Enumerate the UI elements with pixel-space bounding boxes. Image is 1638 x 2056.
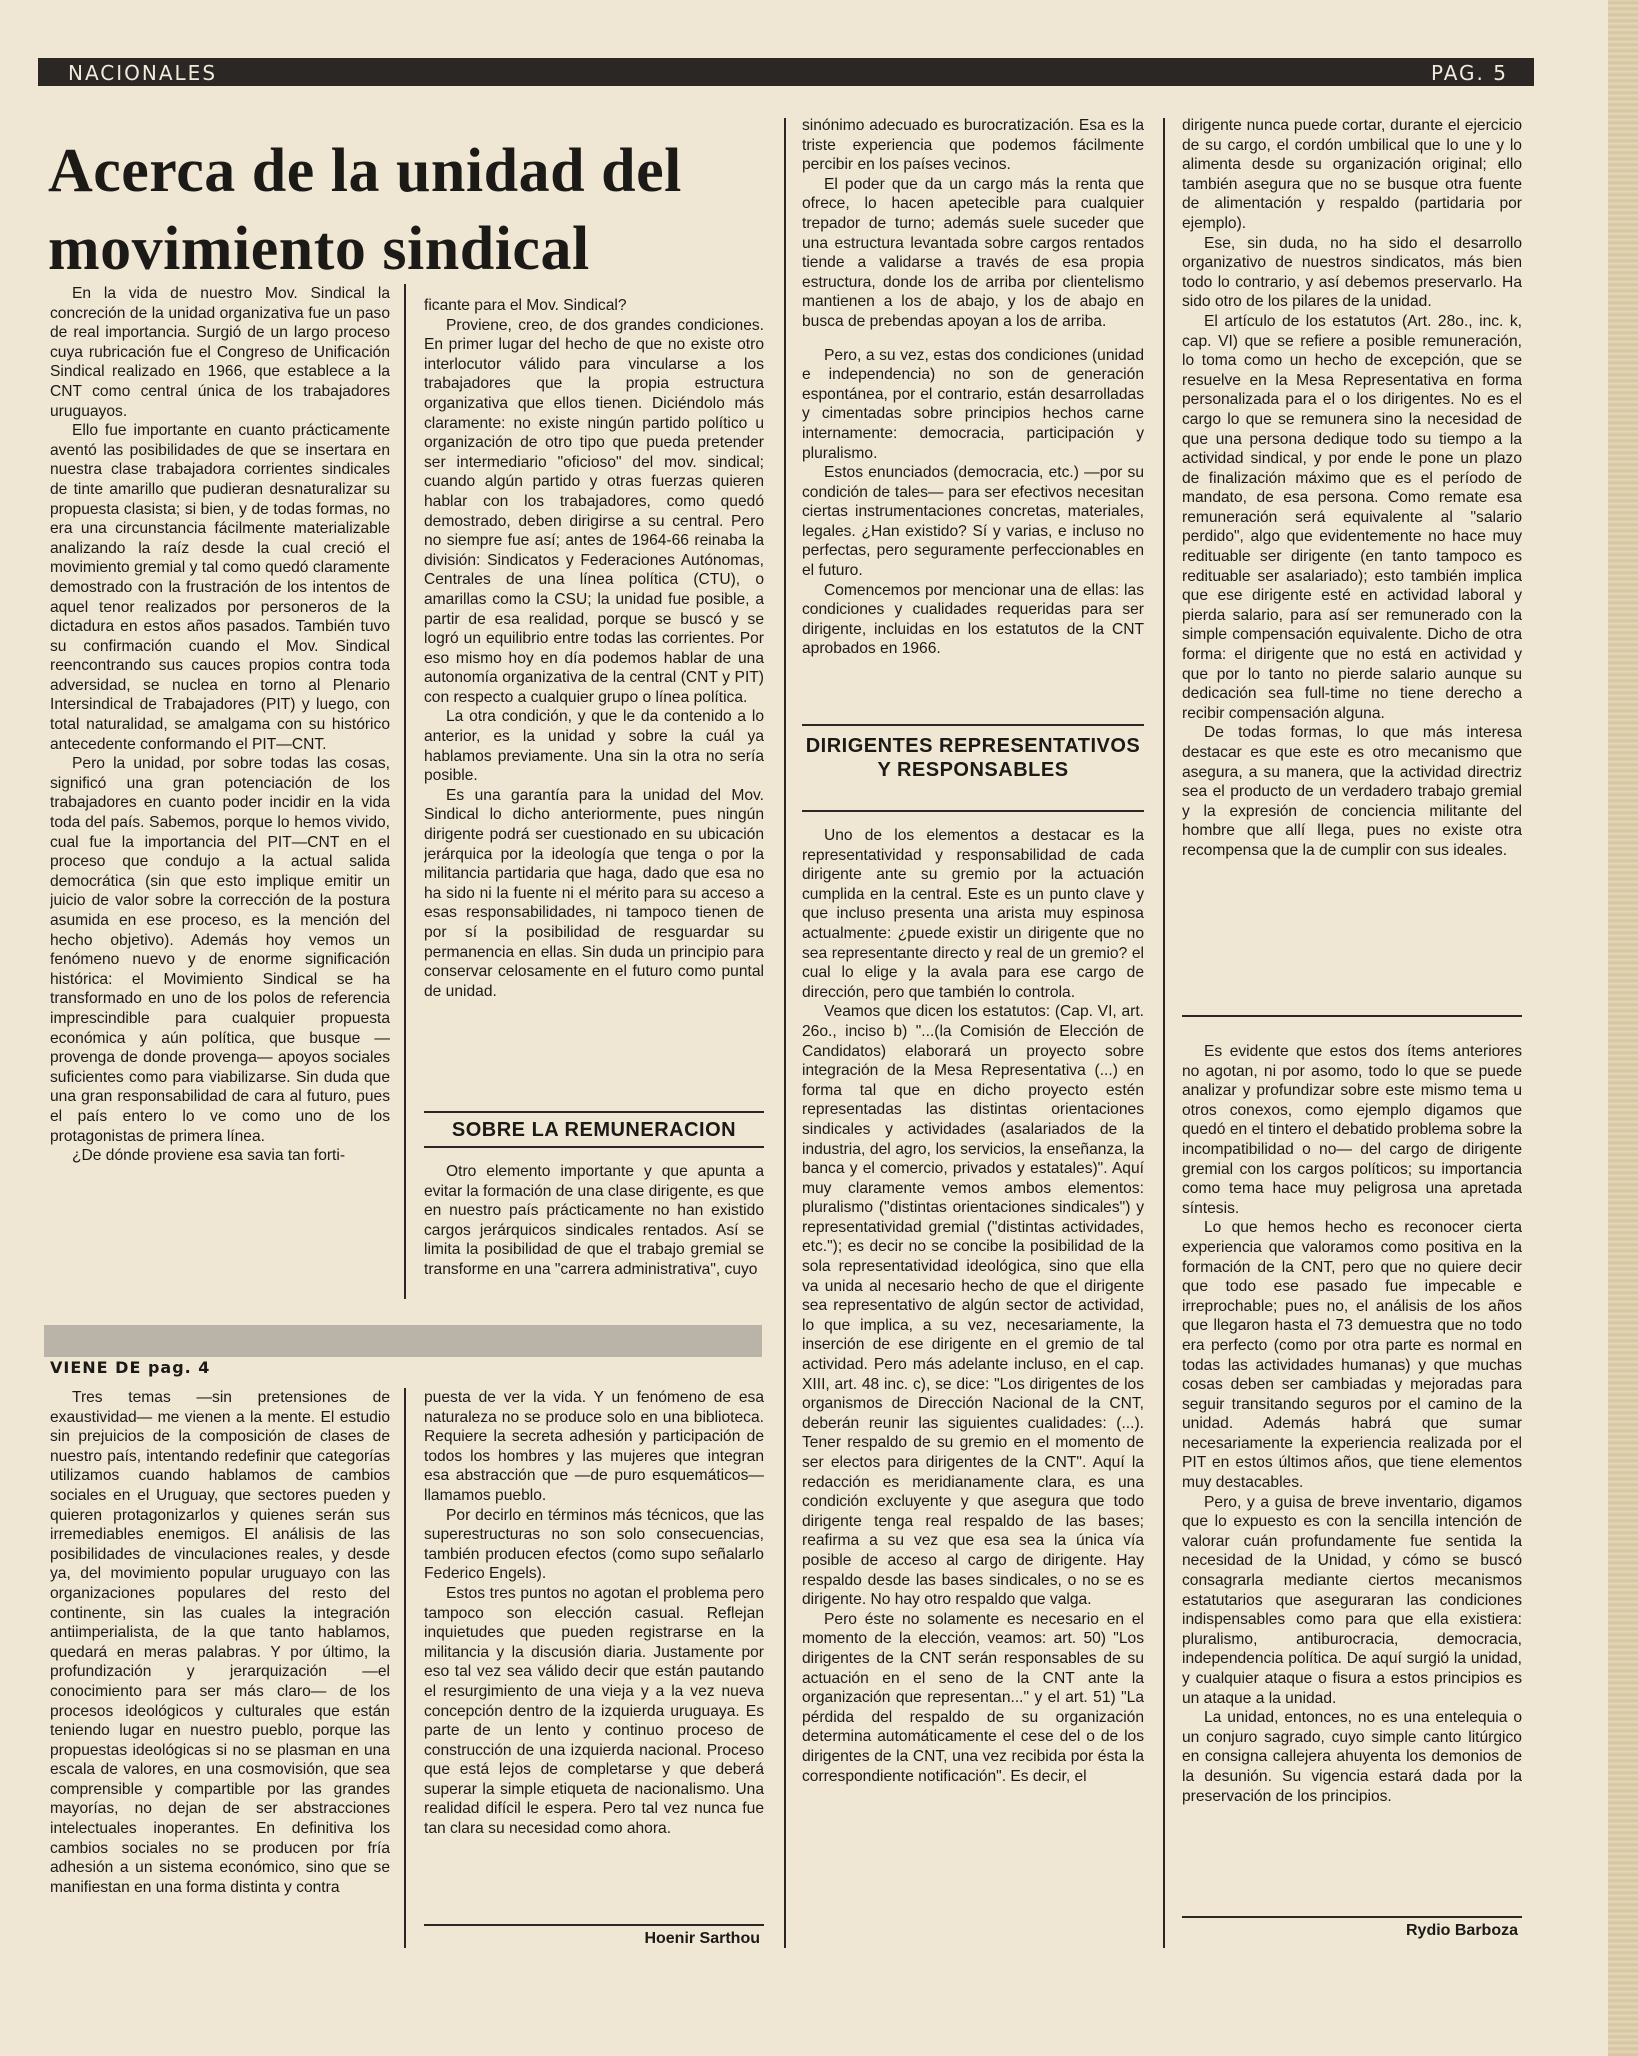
paragraph: Lo que hemos hecho es reconocer cierta experiencia que valoramos como positiva en la formación de la CNT, pero que no quiere decir que todo ese pasado fue impecable e irreprochable; pues no, el análisis de los años que llegaron hasta el 73 demuestra que no todo era perfecto (como por otra parte es normal en todas las actividades humanas) y que muchas cosas deben ser cambiadas y mejoradas para seguir transitando seguros por el camino de la unidad. Además habrá que sumar necesariamente la experiencia realizada por el PIT en estos últimos años, que tiene elementos muy destacables. <box>1182 1219 1522 1492</box>
paragraph: Uno de los elementos a destacar es la representatividad y responsabilidad de cada dirigente ante su gremio por la actuación cumplida en la central. Este es un punto clave y que incluso presenta una arista muy espinosa actualmente: ¿puede existir un dirigente que no sea representante directo y real de un gremio? el cual lo elige y la avala para ese cargo de dirección, pero que también lo controla. <box>802 827 1144 1001</box>
paragraph: ficante para el Mov. Sindical? <box>424 297 627 314</box>
section-header-bar <box>38 58 1534 86</box>
paragraph: Pero, a su vez, estas dos condiciones (unidad e independencia) no son de generación espontánea, por el contrario, están desarrolladas y cimentadas sobre principios hechos carne internamente: democracia, participación y pluralismo. <box>802 346 1144 462</box>
continuation-band <box>44 1325 762 1357</box>
article2-column-1 <box>50 1388 390 1948</box>
paragraph: Comencemos por mencionar una de ellas: las condiciones y cualidades requeridas para ser dirigente, incluidas en los estatutos de la CNT aprobados en 1966. <box>802 581 1144 658</box>
author-byline: Hoenir Sarthou <box>644 1930 760 1947</box>
author-byline: Rydio Barboza <box>1405 1922 1518 1939</box>
paragraph: Otro elemento importante y que apunta a evitar la formación de una clase dirigente, es que en nuestro país prácticamente no han existido cargos jerárquicos sindicales rentados. Así se limita la posibilidad de que el trabajo gremial se transforme en una "carrera administrativa", cuyo <box>424 1163 764 1278</box>
paragraph: Es una garantía para la unidad del Mov. Sindical lo dicho anteriormente, pues ningún dirigente podrá ser cuestionado en su ubicación jerárquica por la ideología que tenga o por la militancia partidaria que haga, dado que esa no ha sido ni la fuente ni el mérito para su acceso a esas responsabilidades, ni tampoco tienen de por sí la posibilidad de resguardar su permanencia en ellas. Sin duda un principio para conservar celosamente en el futuro como puntal de unidad. <box>424 786 764 1000</box>
paragraph: El artículo de los estatutos (Art. 28o., inc. k, cap. VI) que se refiere a posible remuneración, lo toma como un hecho de excepción, que se resuelve en la Mesa Representativa en forma personalizada para el o los dirigentes. No es el cargo lo que se remunera sino la necesidad de que una persona dedique todo su tiempo a la actividad sindical, y por ende le pone un plazo de finalización máximo que es el período de mandato, de esa persona. Como remate esa remuneración será equivalente al "salario perdido", algo que evidentemente no hace muy redituable ser dirigente (en tanto tampoco es redituable ser asalariado); esto también implica que ese dirigente esté en actividad laboral y pierda salario, para así ser remunerado con la simple compensación equivalente. Dicho de otra forma: el dirigente que no está en actividad y que por lo tanto no pierde salario aunque su dedicación sea full-time no tiene derecho a recibir compensación alguna. <box>1182 312 1522 722</box>
continued-from-label: VIENE DE pag. 4 <box>50 1358 211 1377</box>
paragraph: dirigente nunca puede cortar, durante el ejercicio de su cargo, el cordón umbilical que lo une y lo alimenta desde su organización original; ello también asegura que no se busque otra fuente de alimentación y respaldo (partidaria por ejemplo). <box>1182 117 1522 232</box>
subhead-rule-bottom <box>802 810 1144 812</box>
subhead-remuneracion: SOBRE LA REMUNERACION <box>451 1119 737 1141</box>
paragraph: ¿De dónde proviene esa savia tan forti- <box>72 1147 346 1165</box>
paragraph: puesta de ver la vida. Y un fenómeno de esa naturaleza no se produce solo en una biblioteca. Requiere la secreta adhesión y participación de todos los hombres y las mujeres que integran esa abstracción que —de puro esquemáticos— llamamos pueblo. <box>424 1389 764 1504</box>
paragraph: Estos tres puntos no agotan el problema pero tampoco son elección casual. Reflejan inquietudes que pueden registrarse en la militancia y la discusión diaria. Justamente por eso tal vez sea válido decir que están pautando el resurgimiento de una vieja y a la vez nueva concepción dentro de la izquierda uruguaya. Es parte de un lento y continuo proceso de construcción de una izquierda nacional. Proceso que está lejos de completarse y que deberá superar la simple etiqueta de nacionalismo. Una realidad difícil le espera. Pero tal vez nunca fue tan clara su necesidad como ahora. <box>424 1584 764 1838</box>
paragraph: Pero éste no solamente es necesario en el momento de la elección, veamos: art. 50) "Los dirigentes de la CNT serán responsables de su actuación en el seno de la CNT ante la organización que representan..." y el art. 51) "La pérdida del respaldo de su organización determina automáticamente el cese del o de los dirigentes de la CNT, una vez recibida por ésta la correspondiente notificación". Es decir, el <box>802 1610 1144 1785</box>
subhead-rule-top <box>424 1111 764 1113</box>
paragraph: Ese, sin duda, no ha sido el desarrollo organizativo de nuestros sindicatos, más bien todo lo contrario, y así debemos preservarlo. Ha sido otro de los pilares de la unidad. <box>1182 234 1522 311</box>
paragraph: De todas formas, lo que más interesa destacar es que este es otro mecanismo que asegura, a su manera, que la actividad directriz sea el producto de un verdadero trabajo gremial y la expresión de conciencia militante del hombre que allí llega, pues no existe otra recompensa que la de cumplir con sus ideales. <box>1182 724 1522 859</box>
article1-column-4 <box>1182 116 1522 992</box>
paragraph: Por decirlo en términos más técnicos, que las superestructuras no son solo consecuencias, también producen efectos (como supo señalarlo Federico Engels). <box>424 1506 764 1583</box>
paragraph: Veamos que dicen los estatutos: (Cap. VI, art. 26o., inciso b) "...(la Comisión de Elección de Candidatos) elaborará un proyecto sobre integración de la Mesa Representativa (...) en forma tal que en dicho proyecto estén representadas las distintas orientaciones sindicales y actividades (asalariados de la industria, del agro, los servicios, la enseñanza, la banca y el comercio, privados y estatales)". Aquí muy claramente vemos ambos elementos: pluralismo ("distintas orientaciones sindicales") y representatividad gremial ("distintas actividades, etc."); es decir no se concibe la posibilidad de la sola representatividad ideológica, sino que ella va unida al necesario hecho de que el dirigente sea representativo de algún sector de actividad, lo que implica, a su vez, necesariamente, la inserción de ese dirigente en el gremio de tal actividad. Pero más adelante incluso, en el cap. XIII, art. 48 inc. c), se dice: "Los dirigentes de los organismos de Dirección Nacional de la CNT, deberán reunir las siguientes cualidades: (...). Tener respaldo de su gremio en el momento de ser electos para dirigentes de la CNT". Aquí la redacción es meridianamente clara, es una condición excluyente y que asegura que todo dirigente tenga real respaldo de las bases; reafirma a su vez que esa sea la única vía posible de acceso al cargo de dirigente. Hay respaldo desde las bases sindicales, o no se es dirigente. No hay otro respaldo que valga. <box>802 1003 1144 1609</box>
paragraph: Tres temas —sin pretensiones de exaustividad— me vienen a la mente. El estudio sin prejuicios de la composición de clases de nuestro país, intentando redefinir que categorías utilizamos cuando hablamos de cambios sociales en el Uruguay, que sectores pueden y quieren protagonizarlos y quienes serán sus irremediables enemigos. El análisis de las posibilidades de vinculaciones reales, y desde ya, del movimiento popular uruguayo con las organizaciones populares del resto del continente, sin las cuales la integración antiimperialista, de la que tanto hablamos, quedará en meras palabras. Y por último, la profundización y jerarquización —el conocimiento para ser más claro— de los procesos ideológicos y culturales que están teniendo lugar en nuestro pueblo, porque las propuestas ideológicas si no se plasman en una escala de valores, en una cosmovisión, que sea comprensible y compartible por las grandes mayorías, no dejan de ser abstracciones intelectuales inoperantes. En definitiva los cambios sociales no se producen por fría adhesión a un sistema económico, sino que se manifiestan en una forma distinta y contra <box>50 1389 390 1896</box>
article2-column-2 <box>424 1388 764 1918</box>
subhead-rule-bottom <box>424 1146 764 1148</box>
article1-column-3b <box>802 826 1144 1948</box>
column-divider <box>404 284 406 1299</box>
paragraph: Es evidente que estos dos ítems anteriores no agotan, ni por asomo, todo lo que se puede analizar y profundizar sobre este mismo tema u otros conexos, como ejemplo digamos que quedó en el tintero el debatido problema sobre la incompatibilidad o no— del cargo de dirigente gremial con los cargos políticos; su importancia como tema hace muy peligrosa una apretada síntesis. <box>1182 1043 1522 1217</box>
author-rule <box>1182 1916 1522 1918</box>
page-number: PAG. 5 <box>1430 61 1508 85</box>
paragraph: Proviene, creo, de dos grandes condiciones. En primer lugar del hecho de que no existe otro interlocutor válido para vincularse a los trabajadores que la propia estructura organizativa que ellos tienen. Diciéndolo más claramente: no existe ningún partido político u organización de otro tipo que pueda pretender ser intermediario "oficioso" del mov. sindical; cuando algún partido y otras fuerzas quieren hablar con los trabajadores, como quedó demostrado, deben dirigirse a su central. Pero no siempre fue así; antes de 1964-66 reinaba la división: Sindicatos y Federaciones Autónomas, Centrales de una línea política (CTU), o amarillas como la CSU; la unidad fue posible, a partir de esa realidad, porque se buscó y se logró un equilibrio entre todas las corrientes. Por eso mismo hoy en día podemos hablar de una autonomía organizativa de la central (CNT y PIT) con respecto a cualquier grupo o línea política. <box>424 316 764 706</box>
paragraph: La unidad, entonces, no es una entelequia o un conjuro sagrado, cuyo simple canto litúrgico en consigna callejera ahuyenta los demonios de la desunión. Su vigencia estará dada por la preservación de los principios. <box>1182 1709 1522 1805</box>
column-divider <box>1163 118 1165 1948</box>
section-rule <box>1182 1015 1522 1017</box>
page-edge <box>1608 0 1638 2056</box>
article1-column-1 <box>50 284 390 1296</box>
article-title: Acerca de la unidad del movimiento sindical <box>48 137 682 283</box>
paragraph: Pero la unidad, por sobre todas las cosas, significó una gran potenciación de los trabajadores en cuanto poder incidir en la vida toda del país. Sabemos, porque lo hemos vivido, cual fue la importancia del PIT—CNT en el proceso que condujo a la actual salida democrática (sin que esto implique emitir un juicio de valor sobre la corrección de la postura asumida en ese proceso, es la mención del hecho objetivo). Además hoy vemos un fenómeno nuevo y de enorme significación histórica: el Movimiento Sindical se ha transformado en uno de los polos de referencia imprescindible para cualquier propuesta económica y aún política, que busque —provenga de donde provenga— apoyos sociales suficientes como para viabilizarse. Sin duda que una gran responsabilidad de cara al futuro, pues el país entero lo ve como uno de los protagonistas de primera línea. <box>50 755 390 1145</box>
paragraph: Pero, y a guisa de breve inventario, digamos que lo expuesto es con la sencilla intención de valorar cuán profundamente fue sentida la necesidad de la Unidad, y cómo se buscó consagrarla mediante ciertos mecanismos estatutarios que aseguraran las condiciones indispensables como para que ella existiera: pluralismo, antiburocracia, democracia, independencia política. De aquí surgió la unidad, y cualquier ataque o fisura a estos principios es un ataque a la unidad. <box>1182 1493 1522 1707</box>
section-name: NACIONALES <box>68 61 218 85</box>
subhead-dirigentes: DIRIGENTES REPRESENTATIVOS Y RESPONSABLES <box>805 735 1141 781</box>
paragraph: Estos enunciados (democracia, etc.) —por su condición de tales— para ser efectivos necesitan ciertas instrumentaciones concretas, materiales, legales. ¿Han existido? Sí y varias, e incluso no perfectas, pero seguramente perfeccionables en el futuro. <box>802 464 1144 580</box>
paragraph: La otra condición, y que le da contenido a lo anterior, es la unidad y sobre la cuál ya hablamos previamente. Una sin la otra no sería posible. <box>424 708 764 785</box>
column-divider <box>404 1388 406 1948</box>
author-rule <box>424 1924 764 1926</box>
paragraph: En la vida de nuestro Mov. Sindical la concreción de la unidad organizativa fue un paso de real importancia. Surgió de un largo proceso cuya rubricación fue el Congreso de Unificación Sindical realizado en 1966, que establece a la CNT como central única de los trabajadores uruguayos. <box>50 285 390 420</box>
article1-column-2 <box>424 296 764 1108</box>
subhead-rule-top <box>802 724 1144 726</box>
article1-column-4b <box>1182 1042 1522 1908</box>
article1-column-2b <box>424 1162 764 1308</box>
article1-column-3 <box>802 116 1144 718</box>
paragraph: Ello fue importante en cuanto prácticamente aventó las posibilidades de que se insertara en nuestra clase trabajadora corrientes sindicales de tinte amarillo que pudieran desnaturalizar su propuesta clasista; si bien, y de todas formas, no era una circunstancia fácilmente materializable analizando la raíz desde la cual creció el movimiento gremial y tal como quedó claramente demostrado con la frustración de los intentos de aquel tenor realizados por personeros de la dictadura en estos años pasados. También tuvo su confirmación cuando el Mov. Sindical reencontrando sus cauces propios contra toda adversidad, se nuclea en torno al Plenario Intersindical de Trabajadores (PIT) y luego, con total naturalidad, se amalgama con su histórico antecedente conformando el PIT—CNT. <box>50 422 390 753</box>
paragraph: El poder que da un cargo más la renta que ofrece, lo hacen apetecible para cualquier trepador de turno; además suele suceder que una estructura levantada sobre cargos rentados tiende a validarse a través de esa propia estructura, donde los de arriba por clientelismo mantienen a los de abajo, y los de abajo en busca de prebendas apoyan a los de arriba. <box>802 175 1144 330</box>
column-divider <box>784 118 786 1948</box>
paragraph: sinónimo adecuado es burocratización. Esa es la triste experiencia que podemos fácilmente percibir en los países vecinos. <box>802 117 1144 174</box>
